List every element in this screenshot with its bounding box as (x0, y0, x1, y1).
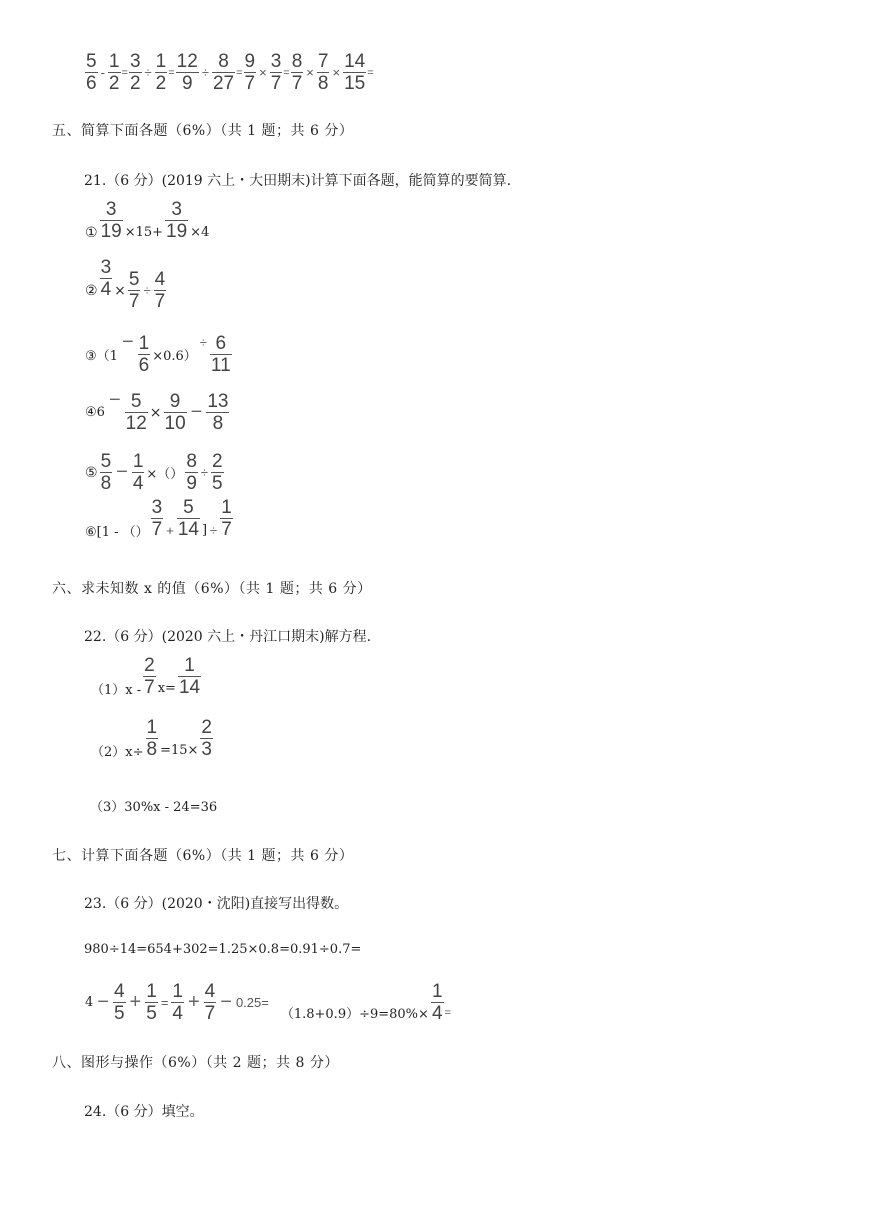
numerator: 8 (291, 51, 303, 72)
denominator: 7 (291, 73, 303, 94)
numerator: 1 (146, 981, 157, 1002)
numerator: 9 (244, 51, 256, 72)
numerator: 1 (431, 981, 443, 1002)
section-7-title: 七、计算下面各题（6%）（共 1 题；共 6 分） (52, 848, 354, 864)
math-text: − (97, 991, 109, 1013)
q21-item-3 (84, 331, 233, 376)
math-text: x= (157, 681, 176, 696)
fraction (185, 452, 198, 493)
denominator: 7 (128, 291, 140, 312)
fraction (220, 498, 233, 539)
math-text: − (116, 461, 128, 483)
denominator: 4 (431, 1003, 443, 1024)
denominator: 11 (210, 355, 231, 376)
math-text: ÷ (200, 465, 209, 480)
denominator: 4 (100, 279, 112, 300)
q23-row-2 (84, 982, 451, 1023)
math-text: =15× (160, 743, 199, 758)
numerator: 4 (154, 269, 166, 290)
numerator: 5 (86, 51, 97, 72)
fraction (145, 982, 158, 1023)
denominator: 27 (212, 73, 235, 94)
fraction (200, 718, 213, 759)
fraction (177, 498, 200, 539)
fraction (100, 452, 113, 493)
numerator: 8 (186, 451, 197, 472)
math-text: ② (85, 282, 98, 299)
question-23-header: 23.（6 分）(2020・沈阳)直接写出得数。 (84, 896, 349, 912)
q21-item-4 (84, 389, 230, 434)
numerator: 5 (130, 391, 142, 412)
math-text: + (187, 991, 200, 1013)
denominator: 7 (154, 291, 166, 312)
numerator: 2 (201, 717, 212, 738)
denominator: 8 (212, 413, 224, 434)
fraction (317, 52, 330, 93)
numerator: 8 (218, 51, 229, 72)
fraction (210, 334, 232, 375)
fraction (138, 334, 151, 375)
math-text: × (114, 282, 126, 299)
numerator: 2 (212, 451, 223, 472)
fraction (132, 452, 145, 493)
fraction (128, 270, 141, 311)
fraction (178, 656, 201, 697)
denominator: 10 (164, 413, 186, 434)
fraction (146, 718, 159, 759)
numerator: 3 (151, 497, 163, 518)
numerator: 1 (155, 51, 167, 72)
denominator: 8 (100, 473, 112, 494)
denominator: 5 (146, 1003, 157, 1024)
math-text: − (220, 991, 232, 1013)
numerator: 3 (105, 199, 117, 220)
denominator: 19 (166, 221, 188, 242)
fraction (176, 52, 199, 93)
math-text: = (168, 66, 175, 79)
q22-equation-3: （3）30%x - 24=36 (90, 800, 218, 815)
numerator: 2 (144, 655, 155, 676)
math-text: − (190, 401, 203, 423)
numerator: 3 (171, 199, 182, 220)
q21-item-5 (84, 452, 225, 493)
numerator: 1 (108, 51, 120, 72)
denominator: 9 (186, 473, 197, 494)
fraction (270, 52, 283, 93)
q21-item-2 (84, 257, 167, 312)
denominator: 7 (151, 519, 163, 540)
denominator: 7 (204, 1003, 216, 1024)
fraction (206, 392, 229, 433)
numerator: 1 (184, 655, 195, 676)
denominator: 14 (177, 519, 199, 540)
denominator: 6 (86, 73, 97, 94)
fraction (431, 982, 444, 1023)
math-text: ×4 (190, 225, 210, 240)
question-24-header: 24.（6 分）填空。 (84, 1104, 204, 1120)
denominator: 2 (155, 73, 167, 94)
math-text: ] (201, 523, 208, 538)
numerator: 3 (270, 51, 282, 72)
numerator: 4 (113, 981, 125, 1002)
numerator: 6 (215, 333, 227, 354)
fraction (108, 52, 121, 93)
math-text: ⑤ (85, 464, 98, 481)
math-text: 4 (85, 995, 94, 1010)
numerator: 7 (317, 51, 329, 72)
math-text: ÷ (143, 283, 151, 298)
fraction (143, 656, 156, 697)
fraction (129, 52, 142, 93)
math-text: ×15+ (124, 225, 164, 240)
fraction (113, 982, 126, 1023)
math-text: = (283, 66, 290, 79)
math-text: ④6 (85, 405, 105, 420)
numerator: 4 (204, 981, 216, 1002)
math-text: ÷ (144, 65, 152, 80)
q21-item-6 (84, 497, 234, 551)
question-22-header: 22.（6 分）(2020 六上・丹江口期末)解方程. (84, 629, 372, 645)
math-text: - (100, 65, 105, 80)
fraction (154, 270, 167, 311)
numerator: 3 (129, 51, 141, 72)
denominator: 12 (125, 413, 147, 434)
math-text: （2）x÷ (91, 745, 144, 760)
numerator: 9 (169, 391, 181, 412)
denominator: 6 (138, 355, 150, 376)
math-text: ÷ (199, 335, 207, 350)
denominator: 3 (201, 739, 212, 760)
fraction (165, 200, 188, 241)
denominator: 7 (270, 73, 282, 94)
numerator: 14 (344, 51, 366, 72)
denominator: 4 (172, 1003, 183, 1024)
numerator: 13 (207, 391, 229, 412)
q22-equation-1 (90, 655, 202, 709)
math-text: + (129, 991, 142, 1013)
math-text: × (332, 65, 341, 80)
denominator: 7 (144, 677, 155, 698)
fraction (125, 392, 148, 433)
math-text: × (259, 65, 267, 80)
math-text: ① (85, 224, 98, 241)
q23-row-1: 980÷14=654+302=1.25×0.8=0.91÷0.7= (84, 942, 362, 957)
denominator: 14 (178, 677, 201, 698)
math-text: ⑥[1 - （） (85, 525, 149, 540)
math-text: （1）x - (91, 683, 142, 698)
math-text: ③（1 (85, 349, 118, 364)
fraction (211, 452, 224, 493)
fraction (291, 52, 304, 93)
denominator: 7 (244, 73, 256, 94)
math-text: + (166, 523, 174, 538)
denominator: 8 (146, 739, 158, 760)
math-text: ÷ (210, 523, 218, 538)
denominator: 19 (100, 221, 122, 242)
section-5-title: 五、简算下面各题（6%）（共 1 题；共 6 分） (52, 123, 354, 139)
denominator: 2 (108, 73, 120, 94)
numerator: 1 (146, 717, 158, 738)
math-text: = (121, 66, 128, 79)
q21-item-1 (84, 199, 210, 253)
q22-equation-2 (90, 717, 214, 771)
fraction (212, 52, 235, 93)
section-8-title: 八、图形与操作（6%）（共 2 题；共 8 分） (52, 1055, 339, 1071)
question-21-header: 21.（6 分）(2019 六上・大田期末)计算下面各题，能简算的要简算. (84, 173, 512, 189)
fraction (85, 52, 98, 93)
math-text: ÷ (201, 65, 209, 80)
math-text: （1.8+0.9）÷9=80%× (280, 1007, 429, 1022)
section-6-title: 六、求未知数 x 的值（6%）（共 1 题；共 6 分） (52, 581, 372, 597)
math-text: = (160, 995, 169, 1010)
numerator: 5 (128, 269, 140, 290)
denominator: 2 (129, 73, 141, 94)
math-text: × (306, 65, 314, 80)
fraction (155, 52, 168, 93)
numerator: 1 (138, 333, 150, 354)
fraction (100, 200, 123, 241)
math-text: = (367, 66, 374, 79)
math-text: ×（） (146, 467, 184, 482)
numerator: 5 (183, 497, 194, 518)
math-text: 0.25= (235, 995, 269, 1010)
math-text: − (108, 389, 121, 411)
denominator: 5 (212, 473, 223, 494)
denominator: 5 (113, 1003, 125, 1024)
math-text: × (149, 404, 162, 421)
math-text: = (444, 1006, 451, 1019)
numerator: 3 (100, 257, 112, 278)
numerator: 1 (132, 451, 144, 472)
math-text: ×0.6） (152, 349, 197, 364)
fraction (343, 52, 366, 93)
denominator: 7 (221, 519, 232, 540)
denominator: 8 (317, 73, 329, 94)
top-fraction-row (84, 52, 374, 93)
fraction (164, 392, 187, 433)
fraction (151, 498, 164, 539)
denominator: 15 (344, 73, 366, 94)
fraction (244, 52, 257, 93)
numerator: 1 (221, 497, 232, 518)
denominator: 9 (181, 73, 193, 94)
math-text: − (121, 331, 134, 353)
numerator: 12 (176, 51, 198, 72)
numerator: 1 (172, 981, 183, 1002)
fraction (204, 982, 217, 1023)
denominator: 4 (132, 473, 144, 494)
numerator: 5 (100, 451, 112, 472)
math-text: = (236, 66, 243, 79)
fraction (100, 258, 113, 299)
fraction (171, 982, 184, 1023)
